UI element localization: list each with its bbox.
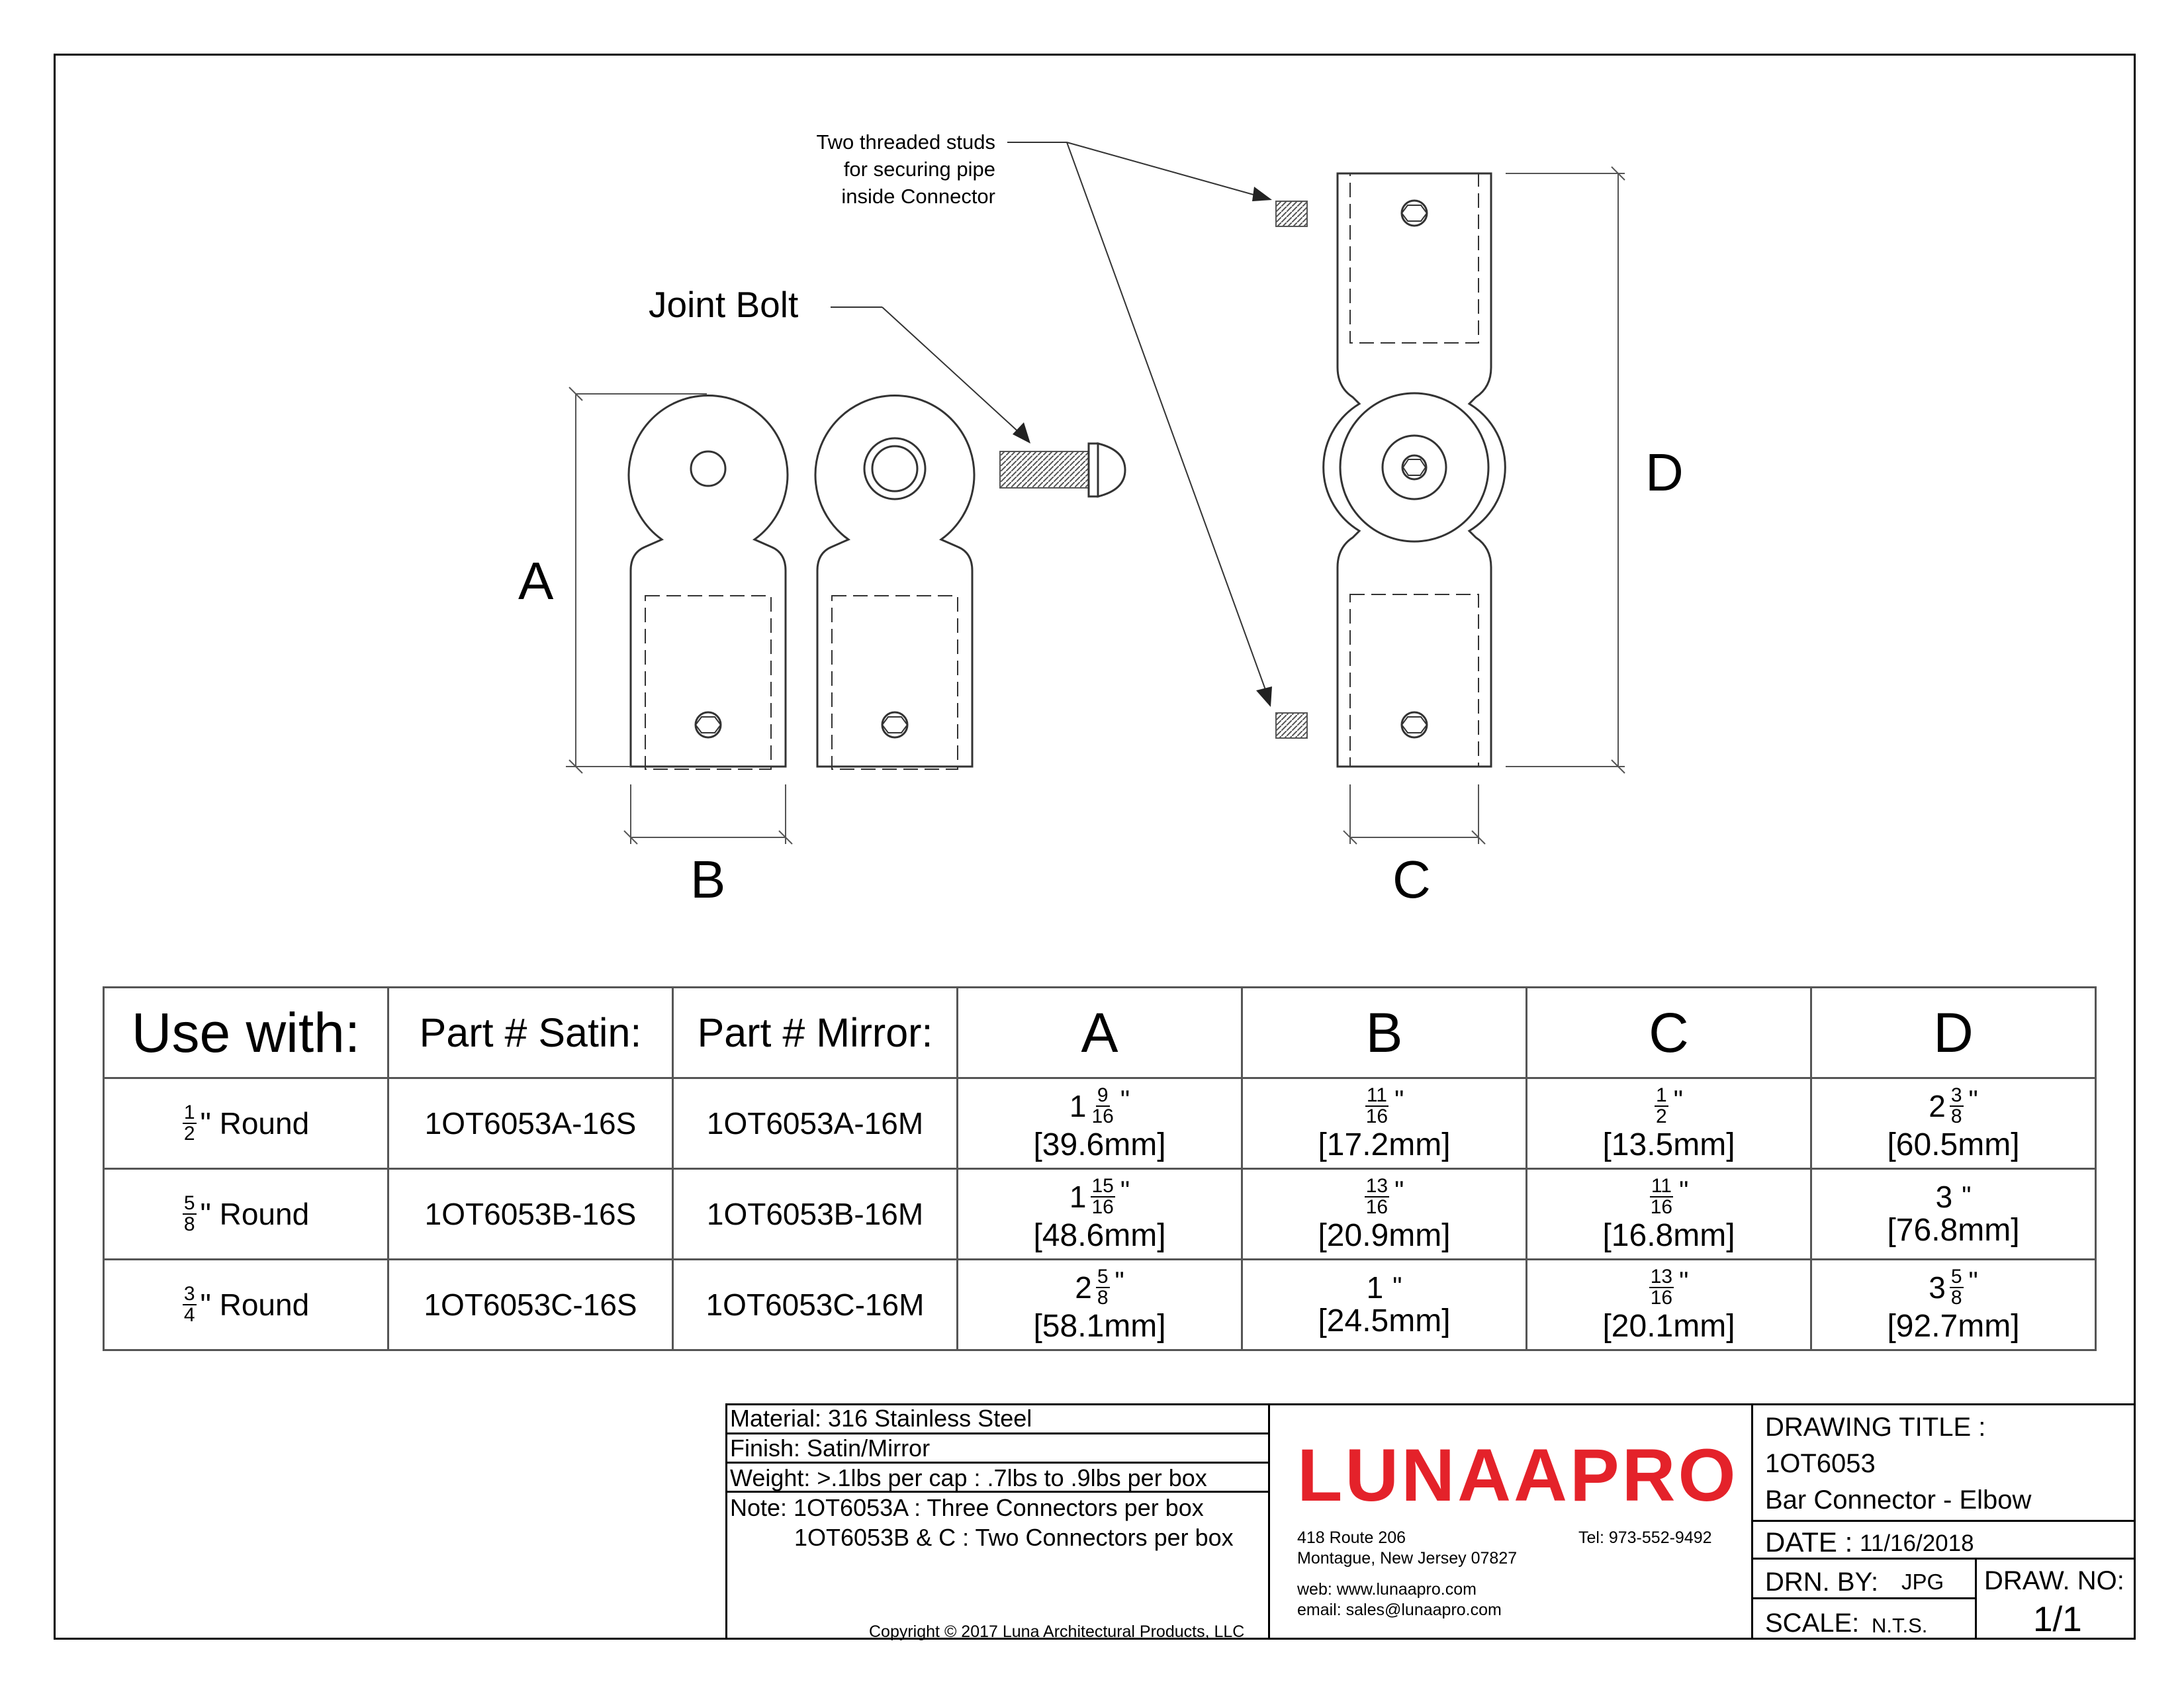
dimension-mm: [48.6mm] <box>1033 1218 1166 1253</box>
dimension-d-cell <box>1811 1260 2096 1350</box>
dimension-mm: [24.5mm] <box>1318 1303 1451 1338</box>
dimension-whole: 3 <box>1929 1270 1946 1305</box>
inch-mark: " <box>1120 1176 1130 1205</box>
dimension-whole: 1 <box>1366 1270 1384 1305</box>
use-with-cell <box>104 1169 388 1260</box>
dimension-whole: 2 <box>1075 1270 1092 1305</box>
dimension-c-cell <box>1527 1169 1811 1260</box>
finish-text: Finish: Satin/Mirror <box>730 1434 931 1462</box>
dimension-d-cell <box>1811 1169 2096 1260</box>
use-with-cell <box>104 1260 388 1350</box>
studs-callout-line-1: Two threaded studs <box>816 130 995 154</box>
drawing-title-label: DRAWING TITLE : <box>1765 1413 1986 1442</box>
dimension-c-cell <box>1527 1260 1811 1350</box>
drawn-by-label: DRN. BY: <box>1765 1568 1879 1597</box>
dimension-c-cell <box>1527 1078 1811 1169</box>
table-header-row <box>104 988 2096 1078</box>
dimension-whole: 1 <box>1069 1180 1087 1214</box>
draw-no-label: DRAW. NO: <box>1984 1566 2124 1595</box>
address-line-1: 418 Route 206 <box>1297 1528 1406 1547</box>
dimension-fraction: $\frac{9}{16}$ <box>1091 1084 1114 1127</box>
dim-label-a: A <box>518 551 554 610</box>
elbow-part-front-view <box>629 396 788 769</box>
dimension-whole: 1 <box>1069 1089 1087 1123</box>
dimension-a-cell <box>958 1260 1242 1350</box>
joint-bolt <box>1000 444 1125 496</box>
date-value: 11/16/2018 <box>1860 1530 1974 1556</box>
material-text: Material: 316 Stainless Steel <box>730 1405 1032 1432</box>
dimension-a-cell <box>958 1078 1242 1169</box>
use-with-cell <box>104 1078 388 1169</box>
dimension-fraction: $\frac{5}{8}$ <box>1097 1266 1109 1309</box>
pipe-size-fraction: $\frac{1}{2}$ <box>183 1102 195 1145</box>
inch-mark: " <box>1394 1086 1404 1115</box>
studs-callout <box>761 128 995 210</box>
drawing-number: 1OT6053 <box>1765 1449 1876 1478</box>
header-use-with: Use with: <box>104 988 388 1078</box>
dimension-whole: 3 <box>1935 1180 1953 1214</box>
scale-label: SCALE: <box>1765 1609 1860 1638</box>
inch-mark: " <box>1968 1267 1978 1296</box>
inch-mark: " <box>1394 1176 1404 1205</box>
part-number-satin: 1OT6053B-16S <box>388 1169 673 1260</box>
threaded-studs <box>1276 201 1307 738</box>
email-link[interactable]: email: sales@lunaapro.com <box>1297 1601 1502 1619</box>
header-b: B <box>1242 988 1527 1078</box>
joint-bolt-label: Joint Bolt <box>649 284 799 325</box>
pipe-size-text: " Round <box>200 1106 310 1141</box>
studs-callout-line-2: for securing pipe <box>843 158 995 181</box>
table-row <box>104 1078 2096 1169</box>
dimension-fraction: $\frac{15}{16}$ <box>1091 1175 1114 1218</box>
part-number-satin: 1OT6053C-16S <box>388 1260 673 1350</box>
header-part-satin: Part # Satin: <box>388 988 673 1078</box>
header-d: D <box>1811 988 2096 1078</box>
studs-callout-line-3: inside Connector <box>841 185 995 208</box>
inch-mark: " <box>1679 1176 1689 1205</box>
inch-mark: " <box>1120 1086 1130 1115</box>
dimension-fraction: $\frac{13}{16}$ <box>1650 1266 1673 1309</box>
dimension-mm: [92.7mm] <box>1887 1309 2020 1344</box>
drawn-by-value: JPG <box>1901 1570 1944 1594</box>
website-link[interactable]: web: www.lunaapro.com <box>1297 1580 1477 1599</box>
inch-mark: " <box>1392 1272 1402 1301</box>
dimension-mm: [20.9mm] <box>1318 1218 1451 1253</box>
scale-value: N.T.S. <box>1872 1614 1928 1637</box>
part-number-satin: 1OT6053A-16S <box>388 1078 673 1169</box>
dimension-fraction: $\frac{13}{16}$ <box>1365 1175 1388 1218</box>
dimension-mm: [58.1mm] <box>1033 1309 1166 1344</box>
inch-mark: " <box>1679 1267 1689 1296</box>
part-number-mirror: 1OT6053C-16M <box>673 1260 958 1350</box>
table-row <box>104 1260 2096 1350</box>
date-label: DATE : <box>1765 1526 1853 1558</box>
pipe-size-text: " Round <box>200 1288 310 1322</box>
drawing-name: Bar Connector - Elbow <box>1765 1485 2032 1515</box>
copyright-text: Copyright © 2017 Luna Architectural Products, LLC <box>869 1622 1245 1641</box>
note-line-2: 1OT6053B & C : Two Connectors per box <box>794 1524 1234 1551</box>
part-number-mirror: 1OT6053B-16M <box>673 1169 958 1260</box>
table-row <box>104 1169 2096 1260</box>
dim-label-d: D <box>1645 443 1684 502</box>
dimension-mm: [76.8mm] <box>1887 1213 2020 1248</box>
dimensions-table <box>103 986 2097 1351</box>
header-part-mirror: Part # Mirror: <box>673 988 958 1078</box>
dimension-whole: 2 <box>1929 1089 1946 1123</box>
pipe-size-fraction: $\frac{3}{4}$ <box>183 1283 195 1326</box>
dimension-b-cell <box>1242 1078 1527 1169</box>
dimension-fraction: $\frac{3}{8}$ <box>1950 1084 1962 1127</box>
dimension-a-cell <box>958 1169 1242 1260</box>
dimension-b-cell <box>1242 1169 1527 1260</box>
pipe-size-fraction: $\frac{5}{8}$ <box>183 1192 195 1235</box>
draw-no-value: 1/1 <box>2033 1600 2082 1639</box>
dimension-d-cell <box>1811 1078 2096 1169</box>
part-number-mirror: 1OT6053A-16M <box>673 1078 958 1169</box>
dimension-mm: [39.6mm] <box>1033 1127 1166 1162</box>
lunaapro-logo: LUNAAPRO <box>1297 1434 1739 1517</box>
elbow-part-side-view <box>815 396 974 769</box>
dimension-mm: [17.2mm] <box>1318 1127 1451 1162</box>
inch-mark: " <box>1968 1086 1978 1115</box>
pipe-size-text: " Round <box>200 1197 310 1231</box>
dimension-fraction: $\frac{5}{8}$ <box>1950 1266 1962 1309</box>
weight-text: Weight: >.1lbs per cap : .7lbs to .9lbs per box <box>730 1464 1207 1491</box>
elbow-assembled-view <box>1324 173 1506 767</box>
inch-mark: " <box>1962 1182 1972 1211</box>
dim-label-b: B <box>690 850 726 909</box>
dimension-b-cell <box>1242 1260 1527 1350</box>
inch-mark: " <box>1115 1267 1124 1296</box>
header-c: C <box>1527 988 1811 1078</box>
dimension-fraction: $\frac{11}{16}$ <box>1650 1175 1673 1218</box>
dimension-fraction: $\frac{1}{2}$ <box>1656 1084 1667 1127</box>
address-line-2: Montague, New Jersey 07827 <box>1297 1549 1518 1568</box>
dimension-mm: [16.8mm] <box>1602 1218 1735 1253</box>
header-a: A <box>958 988 1242 1078</box>
dim-label-c: C <box>1392 850 1431 909</box>
dimension-fraction: $\frac{11}{16}$ <box>1365 1084 1388 1127</box>
inch-mark: " <box>1673 1086 1683 1115</box>
telephone: Tel: 973-552-9492 <box>1578 1528 1712 1547</box>
dimension-mm: [60.5mm] <box>1887 1127 2020 1162</box>
dimension-mm: [13.5mm] <box>1602 1127 1735 1162</box>
dimension-mm: [20.1mm] <box>1602 1309 1735 1344</box>
note-line-1: Note: 1OT6053A : Three Connectors per box <box>730 1494 1204 1521</box>
